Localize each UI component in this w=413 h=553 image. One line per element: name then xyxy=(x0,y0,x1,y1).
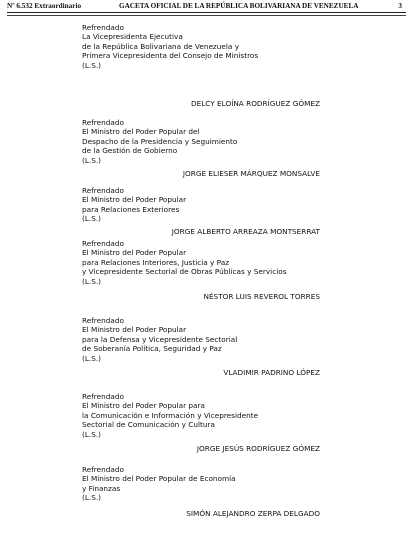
block-line: de Soberanía Política, Seguridad y Paz xyxy=(82,344,222,354)
block-line: El Ministro del Poder Popular para xyxy=(82,401,205,411)
block-line: El Ministro del Poder Popular xyxy=(82,325,187,335)
refrendo-block-7 xyxy=(82,465,322,503)
refrendo-block-4 xyxy=(82,239,322,286)
block-line: Refrendado xyxy=(82,118,124,127)
block-line: El Ministro del Poder Popular del xyxy=(82,127,200,137)
block-line: de la Gestión de Gobierno xyxy=(82,146,178,156)
block-line: (L.S.) xyxy=(82,155,102,165)
signature-name-6: JORGE JESÚS RODRÍGUEZ GÓMEZ xyxy=(196,444,320,453)
signature-name-7: SIMÓN ALEJANDRO ZERPA DELGADO xyxy=(186,509,320,518)
block-line: Refrendado xyxy=(82,23,124,32)
signature-name-5: VLADIMIR PADRINO LÓPEZ xyxy=(223,368,320,377)
block-line: La Vicepresidenta Ejecutiva xyxy=(82,32,183,42)
block-line: la Comunicación e Información y Vicepresidente xyxy=(82,410,259,420)
block-line: de la República Bolivariana de Venezuela y xyxy=(82,41,240,51)
block-line: (L.S.) xyxy=(82,493,102,503)
block-line: Refrendado xyxy=(82,316,124,325)
block-line: (L.S.) xyxy=(82,276,102,286)
header-rule xyxy=(7,12,406,16)
block-line: (L.S.) xyxy=(82,214,102,224)
refrendo-block-1 xyxy=(82,23,322,70)
block-line: (L.S.) xyxy=(82,429,102,439)
block-line: Despacho de la Presidencia y Seguimiento xyxy=(82,136,238,146)
block-line: Refrendado xyxy=(82,186,124,195)
gazette-title: GACETA OFICIAL DE LA REPÚBLICA BOLIVARIANA DE VENEZUELA xyxy=(119,2,359,10)
refrendo-block-5 xyxy=(82,316,322,363)
issue-number: Nº 6.532 Extraordinario xyxy=(7,2,82,10)
block-line: Sectorial de Comunicación y Cultura xyxy=(82,420,215,430)
block-line: para Relaciones Interiores, Justicia y Paz xyxy=(82,257,230,267)
signature-name-2: JORGE ELIESER MÁRQUEZ MONSALVE xyxy=(182,169,320,178)
block-line: y Vicepresidente Sectorial de Obras Públicas y Servicios xyxy=(82,267,287,277)
refrendo-block-3 xyxy=(82,186,322,224)
block-line: (L.S.) xyxy=(82,60,102,70)
block-line: El Ministro del Poder Popular xyxy=(82,248,187,258)
signature-name-4: NÉSTOR LUIS REVEROL TORRES xyxy=(203,292,320,301)
refrendo-block-6 xyxy=(82,392,322,439)
page-number: 3 xyxy=(398,2,402,10)
block-line: Refrendado xyxy=(82,465,124,474)
refrendo-block-2 xyxy=(82,118,322,165)
signature-name-3: JORGE ALBERTO ARREAZA MONTSERRAT xyxy=(171,227,320,236)
block-line: para la Defensa y Vicepresidente Sectorial xyxy=(82,334,238,344)
block-line: Refrendado xyxy=(82,239,124,248)
block-line: Refrendado xyxy=(82,392,124,401)
block-line: para Relaciones Exteriores xyxy=(82,204,180,214)
block-line: Primera Vicepresidenta del Consejo de Ministros xyxy=(82,51,259,61)
block-line: y Finanzas xyxy=(82,483,121,493)
block-line: (L.S.) xyxy=(82,353,102,363)
signature-name-1: DELCY ELOÍNA RODRÍGUEZ GÓMEZ xyxy=(191,99,320,108)
block-line: El Ministro del Poder Popular de Economía xyxy=(82,474,236,484)
block-line: El Ministro del Poder Popular xyxy=(82,195,187,205)
